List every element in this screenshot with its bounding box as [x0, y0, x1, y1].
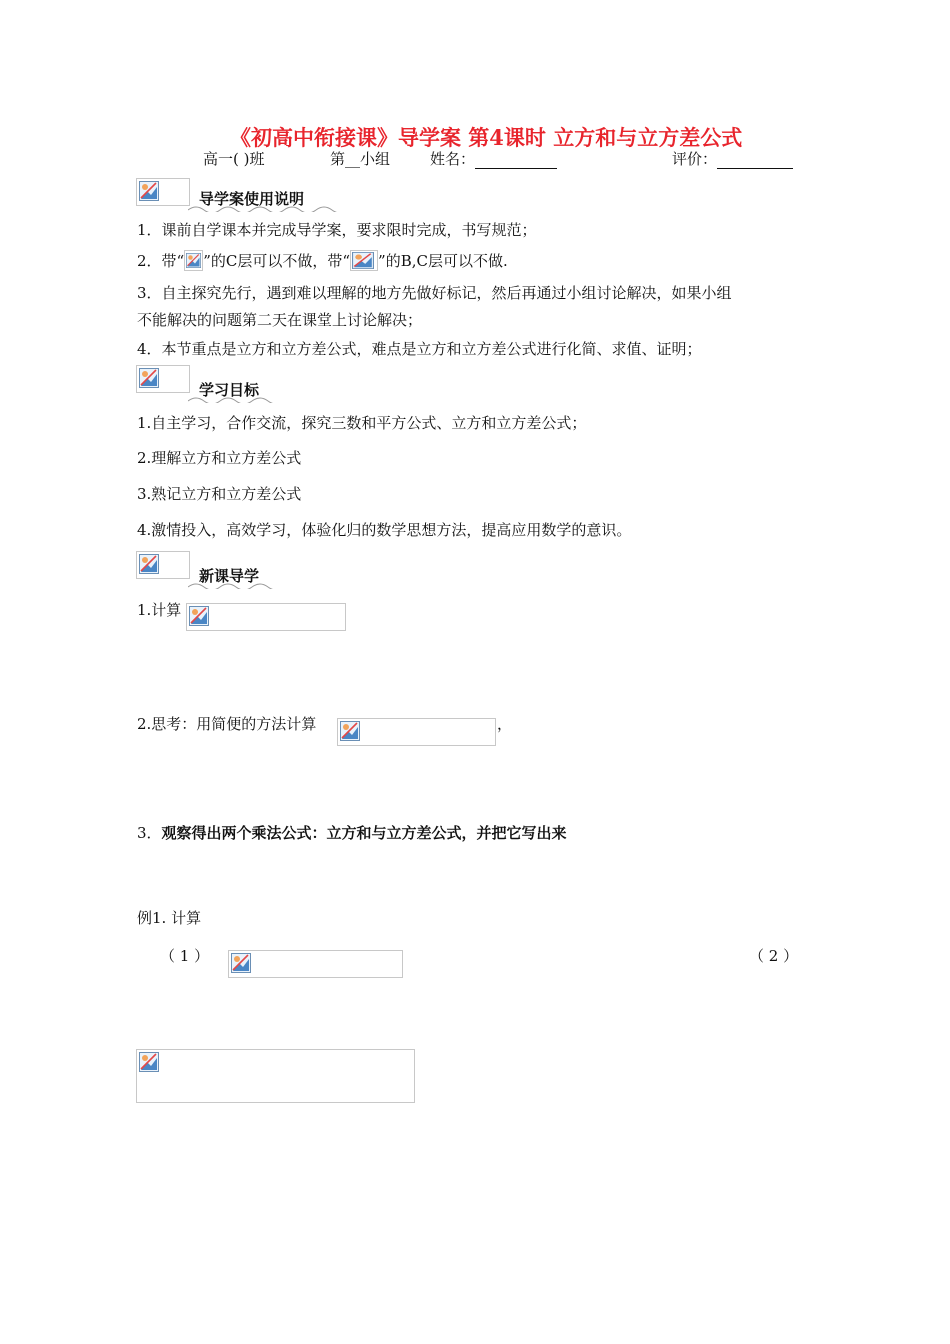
- section-icon-image: [136, 178, 190, 206]
- broken-image-icon: [139, 368, 159, 388]
- example-part-1-label: （ 1 ）: [160, 947, 210, 965]
- inline-image: [184, 250, 203, 271]
- class-label: 高一( )班: [203, 150, 265, 168]
- score-field: [672, 148, 793, 169]
- section-heading-instructions: 导学案使用说明: [199, 190, 305, 208]
- instruction-item-2-a: 2．带“: [137, 252, 185, 270]
- goal-item-1: 1.自主学习，合作交流，探究三数和平方公式、立方和立方差公式；: [137, 414, 587, 432]
- formula-image: [228, 950, 403, 978]
- formula-image: [186, 603, 346, 631]
- goal-item-4: 4.激情投入，高效学习，体验化归的数学思想方法，提高应用数学的意识。: [137, 521, 632, 539]
- question-3-number: 3．: [137, 824, 162, 842]
- broken-image-icon: [139, 181, 159, 201]
- instruction-item-3-line-2: 不能解决的问题第二天在课堂上讨论解决；: [137, 311, 423, 329]
- name-label: 姓名：: [430, 150, 476, 168]
- formula-image: [136, 1049, 415, 1103]
- score-blank: [717, 152, 793, 169]
- group-label: 第__小组: [330, 150, 391, 168]
- question-3: [137, 822, 567, 843]
- wavy-underline-icon: [188, 581, 276, 589]
- instruction-item-3-line-1: 3．自主探究先行，遇到难以理解的地方先做好标记，然后再通过小组讨论解决，如果小组: [137, 284, 732, 302]
- section-icon-image: [136, 365, 190, 393]
- page-title: 《初高中衔接课》导学案 第4课时 立方和与立方差公式: [230, 125, 743, 150]
- instruction-item-2-c: ”的B,C层可以不做.: [378, 252, 508, 270]
- formula-image: [337, 718, 496, 746]
- question-2-label: 2.思考：用简便的方法计算: [137, 715, 317, 733]
- instruction-item-4: 4．本节重点是立方和立方差公式，难点是立方和立方差公式进行化简、求值、证明；: [137, 340, 702, 358]
- section-heading-goals: 学习目标: [199, 381, 260, 399]
- score-label: 评价：: [672, 150, 718, 168]
- wavy-underline-icon: [188, 395, 276, 403]
- example-part-2-label: （ 2 ）: [749, 947, 799, 965]
- example-1-label: 例1. 计算: [137, 909, 202, 927]
- name-blank: [475, 152, 557, 169]
- section-heading-new-lesson: 新课导学: [199, 567, 260, 585]
- name-field: [430, 148, 557, 169]
- broken-image-icon: [139, 554, 159, 574]
- instruction-item-1: 1．课前自学课本并完成导学案，要求限时完成，书写规范；: [137, 221, 537, 239]
- broken-image-icon: [352, 252, 374, 269]
- section-icon-image: [136, 551, 190, 579]
- question-1-label: 1.计算: [137, 601, 182, 619]
- instruction-item-2-b: ”的C层可以不做，带“: [203, 252, 351, 270]
- broken-image-icon: [139, 1052, 159, 1072]
- broken-image-icon: [340, 721, 360, 741]
- question-3-text: 观察得出两个乘法公式：立方和与立方差公式，并把它写出来: [161, 824, 567, 842]
- broken-image-icon: [189, 606, 209, 626]
- goal-item-2: 2.理解立方和立方差公式: [137, 449, 302, 467]
- question-2-tail: ，: [497, 715, 513, 733]
- broken-image-icon: [186, 252, 201, 269]
- inline-image: [350, 250, 378, 271]
- wavy-underline-icon: [188, 204, 343, 212]
- broken-image-icon: [231, 953, 251, 973]
- instruction-item-2: [137, 250, 508, 271]
- goal-item-3: 3.熟记立方和立方差公式: [137, 485, 302, 503]
